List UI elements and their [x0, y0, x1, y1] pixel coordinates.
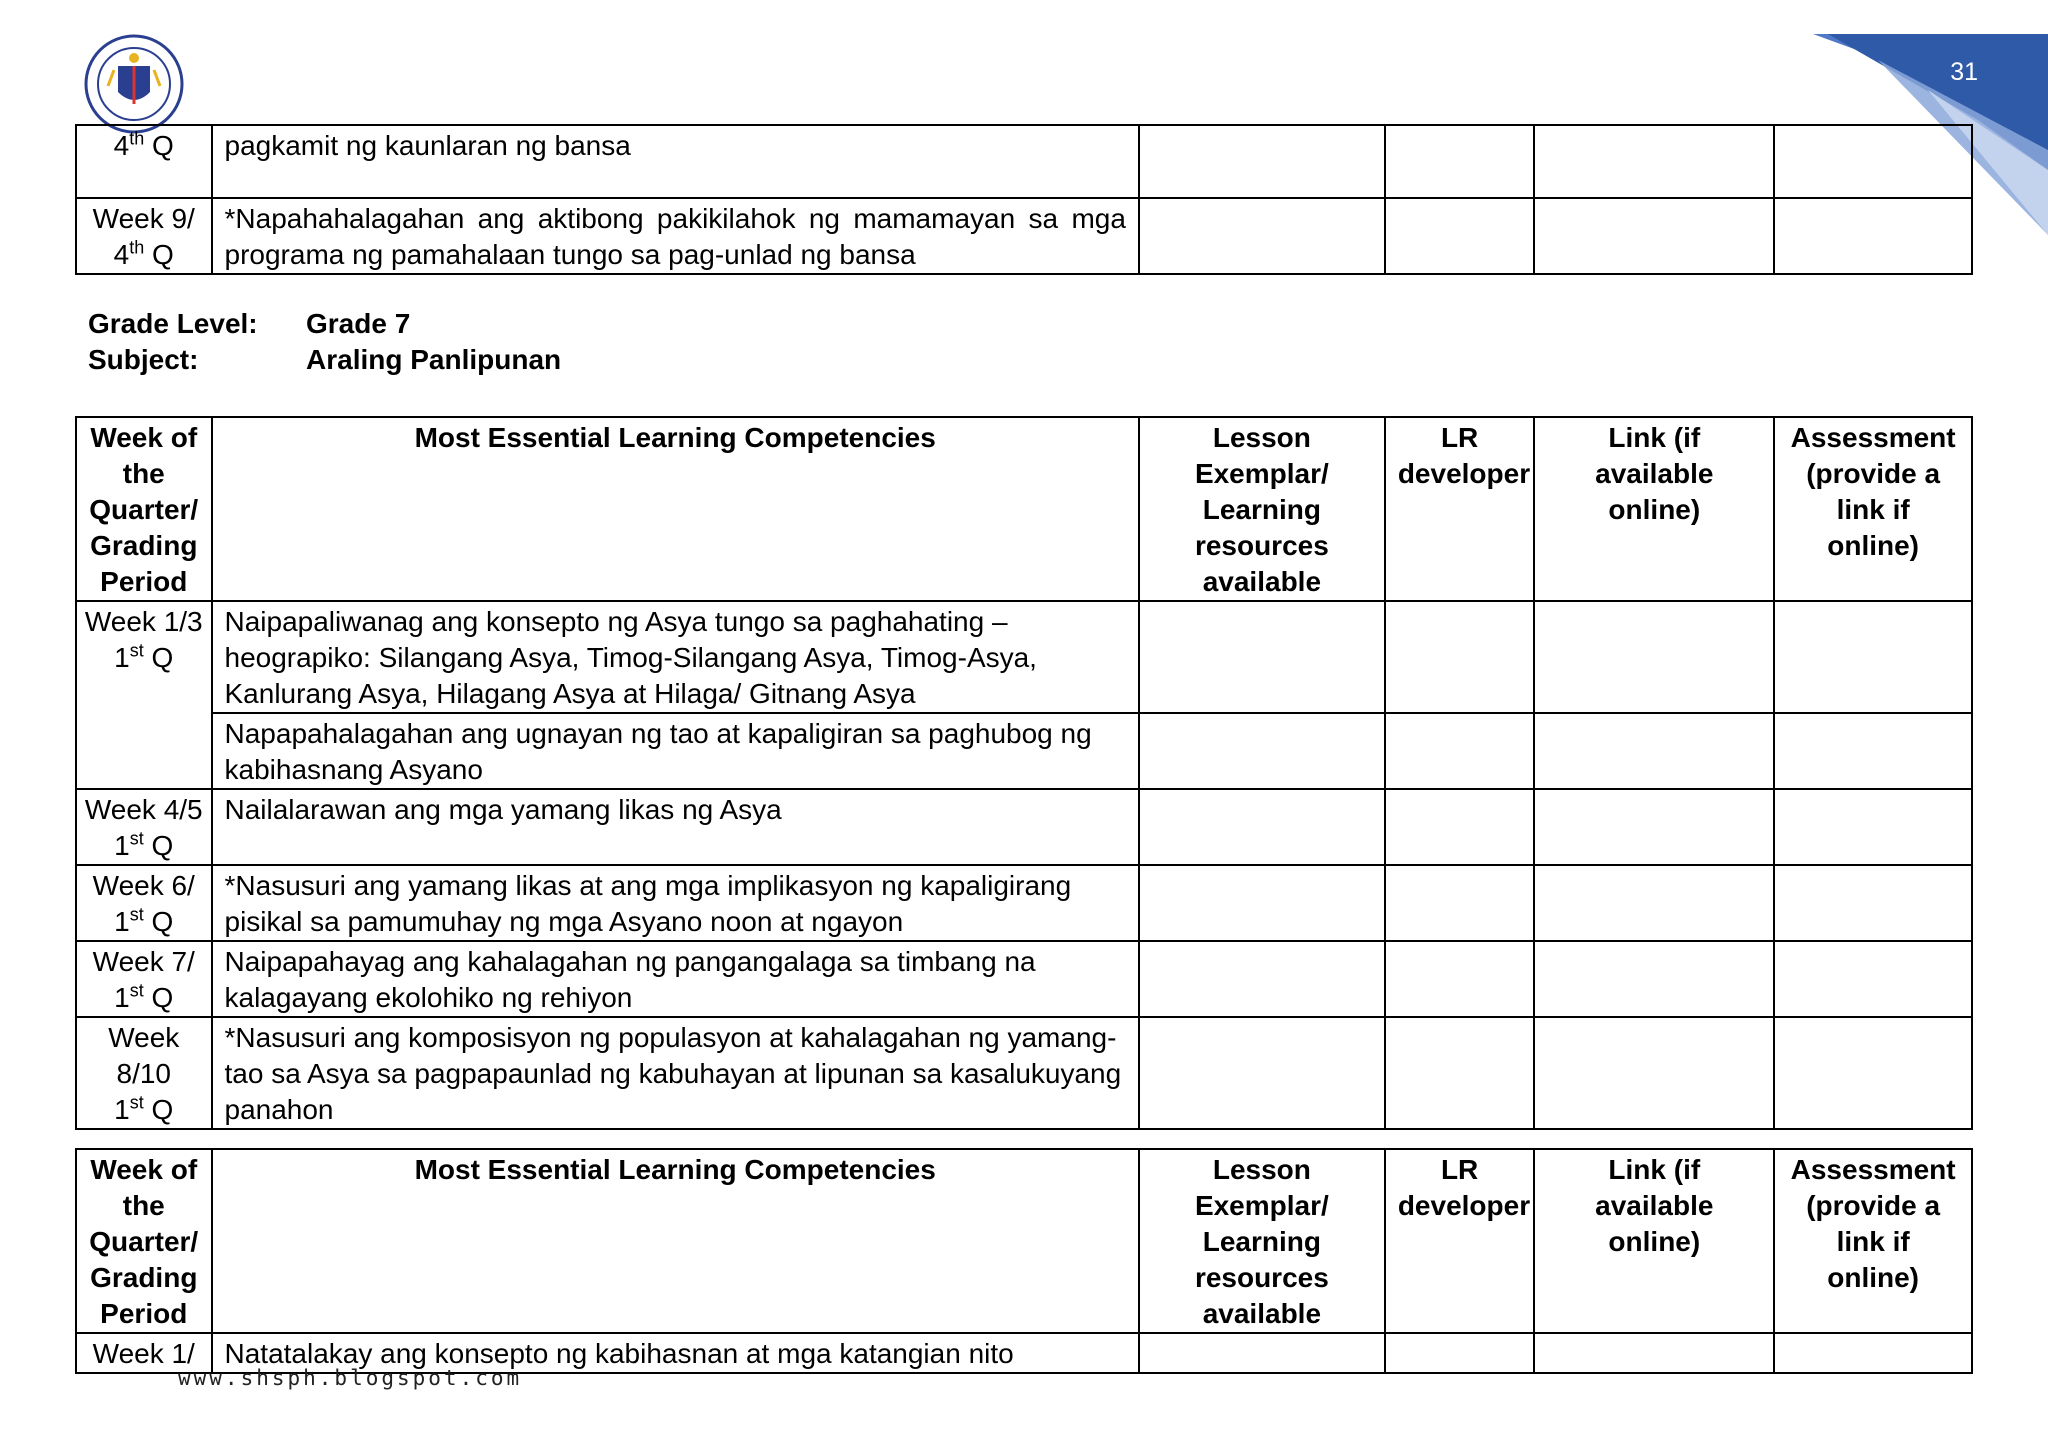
header-competencies: Most Essential Learning Competencies: [212, 1149, 1139, 1333]
empty-cell: [1534, 865, 1774, 941]
header-exemplar: Lesson Exemplar/ Learning resources available: [1139, 417, 1385, 601]
empty-cell: [1139, 713, 1385, 789]
competency-cell: Natatalakay ang konsepto ng kabihasnan at mga katangian nito: [212, 1333, 1139, 1373]
empty-cell: [1774, 125, 1972, 198]
empty-cell: [1774, 601, 1972, 713]
competencies-table: [75, 416, 1973, 1130]
competency-cell: Naipapaliwanag ang konsepto ng Asya tungo sa paghahating – heograpiko: Silangang Asya, Timog-Silangang Asya, Timog-Asya, Kanlurang Asya, Hilagang Asya at Hilaga/ Gitnang Asya: [212, 601, 1139, 713]
empty-cell: [1385, 198, 1535, 274]
empty-cell: [1385, 1017, 1535, 1129]
subject-label: Subject:: [88, 344, 199, 375]
week-cell: Week 4/5 1st Q: [76, 789, 212, 865]
competency-cell: Napapahalagahan ang ugnayan ng tao at kapaligiran sa paghubog ng kabihasnang Asyano: [212, 713, 1139, 789]
empty-cell: [1385, 125, 1535, 198]
subject-value: Araling Panlipunan: [306, 344, 562, 375]
empty-cell: [1774, 789, 1972, 865]
empty-cell: [1385, 713, 1535, 789]
competency-cell: Naipapahayag ang kahalagahan ng pangangalaga sa timbang na kalagayang ekolohiko ng rehiyon: [212, 941, 1139, 1017]
header-link: Link (if available online): [1534, 417, 1774, 601]
week-cell: Week 6/ 1st Q: [76, 865, 212, 941]
continuation-table: [75, 124, 1973, 275]
week-cell: 4th Q: [76, 125, 212, 198]
table-row: [76, 198, 1972, 274]
empty-cell: [1534, 601, 1774, 713]
next-competencies-table: [75, 1148, 1973, 1374]
empty-cell: [1534, 713, 1774, 789]
empty-cell: [1534, 1017, 1774, 1129]
grade-level-label: Grade Level:: [88, 308, 258, 339]
competency-cell: *Nasusuri ang komposisyon ng populasyon at kahalagahan ng yamang-tao sa Asya sa pagpapaunlad ng kabuhayan at lipunan sa kasalukuyang panahon: [212, 1017, 1139, 1129]
table-row: [76, 1017, 1972, 1129]
competency-cell: *Nasusuri ang yamang likas at ang mga implikasyon ng kapaligirang pisikal sa pamumuhay ng mga Asyano noon at ngayon: [212, 865, 1139, 941]
competency-cell: Nailalarawan ang mga yamang likas ng Asya: [212, 789, 1139, 865]
week-cell: Week 9/ 4th Q: [76, 198, 212, 274]
header-lr-developer: LR developer: [1385, 417, 1535, 601]
empty-cell: [1774, 865, 1972, 941]
table-row: [76, 941, 1972, 1017]
empty-cell: [1139, 1333, 1385, 1373]
header-assessment: Assessment (provide a link if online): [1774, 1149, 1972, 1333]
empty-cell: [1534, 198, 1774, 274]
table-row: [76, 865, 1972, 941]
competency-cell: pagkamit ng kaunlaran ng bansa: [212, 125, 1139, 198]
empty-cell: [1139, 789, 1385, 865]
grade-level-line: [88, 308, 410, 340]
empty-cell: [1385, 941, 1535, 1017]
empty-cell: [1534, 125, 1774, 198]
grade-level-value: Grade 7: [306, 308, 411, 339]
table-row: [76, 789, 1972, 865]
subject-line: [88, 344, 561, 376]
competency-cell: *Napahahalagahan ang aktibong pakikilahok ng mamamayan sa mga programa ng pamahalaan tungo sa pag-unlad ng bansa: [212, 198, 1139, 274]
week-cell: Week 1/: [76, 1333, 212, 1373]
empty-cell: [1139, 125, 1385, 198]
empty-cell: [1139, 941, 1385, 1017]
empty-cell: [1534, 789, 1774, 865]
empty-cell: [1139, 1017, 1385, 1129]
table-header-row: [76, 1149, 1972, 1333]
deped-seal-icon: [84, 34, 184, 134]
week-cell: Week 7/ 1st Q: [76, 941, 212, 1017]
empty-cell: [1139, 865, 1385, 941]
empty-cell: [1385, 1333, 1535, 1373]
empty-cell: [1774, 1333, 1972, 1373]
empty-cell: [1385, 865, 1535, 941]
week-cell: Week 1/3 1st Q: [76, 601, 212, 789]
header-exemplar: Lesson Exemplar/ Learning resources available: [1139, 1149, 1385, 1333]
empty-cell: [1774, 941, 1972, 1017]
table-row: [76, 125, 1972, 198]
empty-cell: [1385, 601, 1535, 713]
empty-cell: [1534, 1333, 1774, 1373]
header-competencies: Most Essential Learning Competencies: [212, 417, 1139, 601]
header-lr-developer: LR developer: [1385, 1149, 1535, 1333]
empty-cell: [1385, 789, 1535, 865]
page-number: 31: [1950, 58, 1978, 86]
header-assessment: Assessment (provide a link if online): [1774, 417, 1972, 601]
week-cell: Week 8/10 1st Q: [76, 1017, 212, 1129]
table-header-row: [76, 417, 1972, 601]
empty-cell: [1139, 198, 1385, 274]
header-week: Week of the Quarter/ Grading Period: [76, 417, 212, 601]
footer-url: www.shsph.blogspot.com: [178, 1366, 523, 1390]
header-link: Link (if available online): [1534, 1149, 1774, 1333]
header-week: Week of the Quarter/ Grading Period: [76, 1149, 212, 1333]
empty-cell: [1774, 713, 1972, 789]
empty-cell: [1534, 941, 1774, 1017]
empty-cell: [1774, 198, 1972, 274]
empty-cell: [1774, 1017, 1972, 1129]
table-row: [76, 713, 1972, 789]
table-row: [76, 601, 1972, 713]
empty-cell: [1139, 601, 1385, 713]
